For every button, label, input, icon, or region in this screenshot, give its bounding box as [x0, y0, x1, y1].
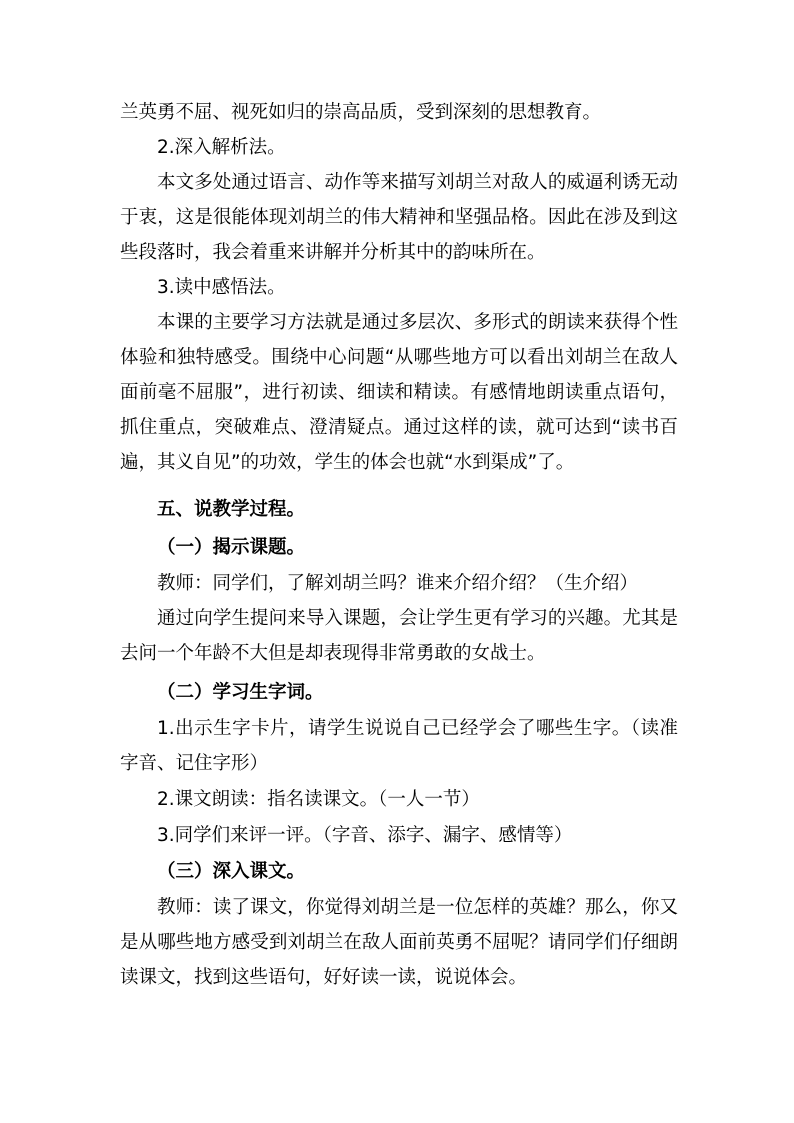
paragraph-continuation: 兰英勇不屈、视死如归的崇高品质，受到深刻的思想教育。	[120, 102, 602, 123]
method-heading-3: 3.读中感悟法。	[157, 277, 286, 298]
subsection-heading-3: （三）深入课文。	[157, 861, 306, 882]
teacher-question-2: 教师：读了课文，你觉得刘胡兰是一位怎样的英雄？那么，你又是从哪些地方感受到刘胡兰在敌人面前英勇不屈呢？请同学们仔细朗读课文，找到这些语句，好好读一读，说说体会。	[120, 897, 678, 988]
subsection-heading-2: （二）学习生字词。	[157, 682, 324, 703]
method-heading-2: 2.深入解析法。	[157, 137, 286, 158]
step-3-evaluation: 3.同学们来评一评。（字音、添字、漏字、感情等）	[157, 825, 573, 846]
step-1-flashcards: 1.出示生字卡片，请学生说说自己已经学会了哪些生字。（读准字音、记住字形）	[120, 718, 678, 774]
method-2-body: 本文多处通过语言、动作等来描写刘胡兰对敌人的威逼利诱无动于衷，这是很能体现刘胡兰的伟大精神和坚强品格。因此在涉及到这些段落时，我会着重来讲解并分析其中的韵味所在。	[120, 172, 678, 263]
step-2-reading: 2.课文朗读：指名读课文。（一人一节）	[157, 789, 480, 810]
section-heading-5: 五、说教学过程。	[157, 499, 306, 520]
method-3-body: 本课的主要学习方法就是通过多层次、多形式的朗读来获得个性体验和独特感受。围绕中心问题“从哪些地方可以看出刘胡兰在敌人面前毫不屈服”，进行初读、细读和精读。有感情地朗读重点语句，抓住重点，突破难点、澄清疑点。通过这样的读，就可达到“读书百遍，其义自见”的功效，学生的体会也就“水到渠成”了。	[120, 312, 678, 473]
subsection-heading-1: （一）揭示课题。	[157, 537, 306, 558]
teacher-question-1: 教师：同学们，了解刘胡兰吗？谁来介绍介绍？（生介绍）	[157, 573, 639, 594]
intro-explanation: 通过向学生提问来导入课题，会让学生更有学习的兴趣。尤其是去问一个年龄不大但是却表现得非常勇敢的女战士。	[120, 608, 678, 664]
